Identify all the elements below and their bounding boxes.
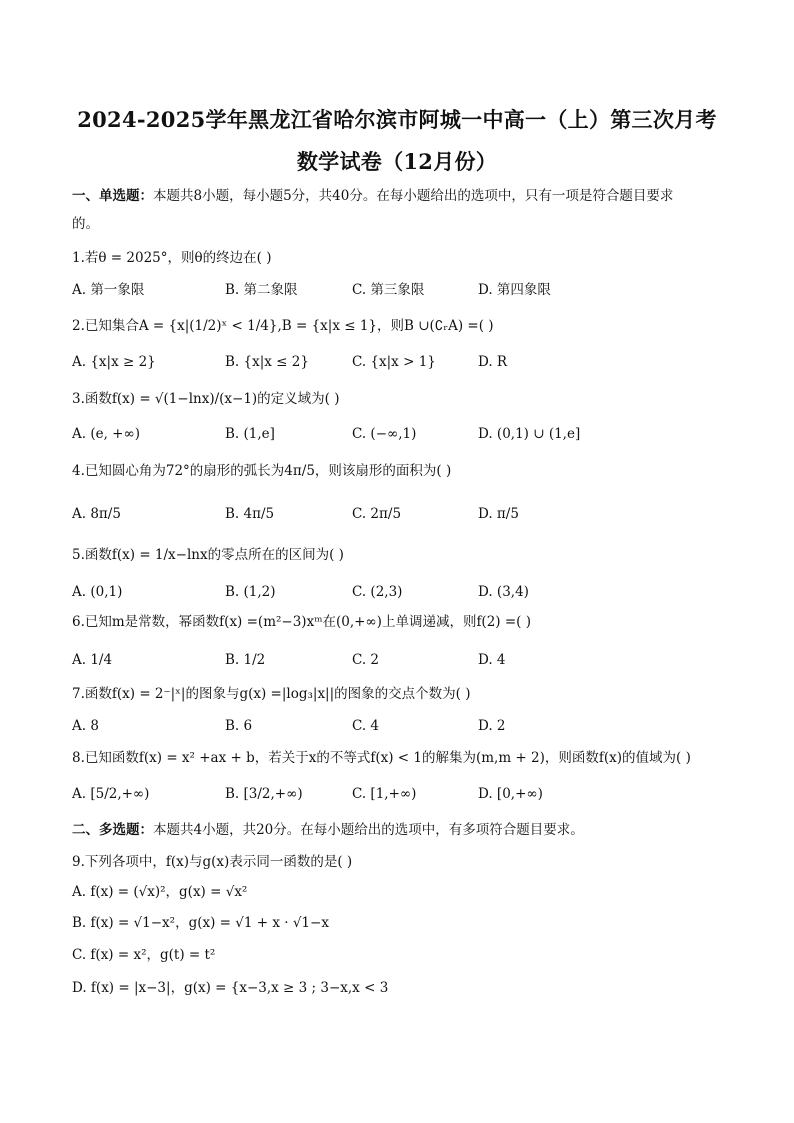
q5-option-d: D. (3,4) <box>478 584 529 600</box>
question-5-stem: 5.函数f(x) = 1/x−lnx的零点所在的区间为( ) <box>72 547 344 563</box>
question-3-options <box>72 424 722 448</box>
q4-option-b: B. 4π/5 <box>225 506 275 522</box>
q4-option-c: C. 2π/5 <box>352 506 402 522</box>
q6-option-b: B. 1/2 <box>225 652 266 668</box>
section2-text: 本题共4小题，共20分。在每小题给出的选项中，有多项符合题目要求。 <box>153 822 584 838</box>
q2-option-d: D. R <box>478 354 508 370</box>
question-6-stem: 6.已知m是常数，幂函数f(x) =(m²−3)xᵐ在(0,+∞)上单调递减，则f(2) =( ) <box>72 614 531 630</box>
q5-option-b: B. (1,2) <box>225 584 276 600</box>
q3-option-d: D. (0,1) ∪ (1,e] <box>478 426 581 442</box>
question-9-stem: 9.下列各项中，f(x)与g(x)表示同一函数的是( ) <box>72 854 353 870</box>
section1-text-b: 的。 <box>72 216 99 232</box>
q9-option-c: C. f(x) = x²，g(t) = t² <box>72 947 216 963</box>
q7-option-b: B. 6 <box>225 718 253 734</box>
question-7-stem: 7.函数f(x) = 2⁻|ˣ|的图象与g(x) =|log₃|x||的图象的交点个数为( ) <box>72 686 471 702</box>
q8-option-c: C. [1,+∞) <box>352 786 417 802</box>
q5-option-c: C. (2,3) <box>352 584 403 600</box>
q2-option-b: B. {x|x ≤ 2} <box>225 354 309 370</box>
question-2-stem: 2.已知集合A = {x|(1/2)ˣ < 1/4},B = {x|x ≤ 1}，则B ∪(∁ᵣA) =( ) <box>72 318 494 334</box>
q3-option-b: B. (1,e] <box>225 426 275 442</box>
q9-option-a: A. f(x) = (√x)²，g(x) = √x² <box>72 884 248 900</box>
question-3-stem: 3.函数f(x) = √(1−lnx)/(x−1)的定义域为( ) <box>72 391 340 407</box>
q1-option-b: B. 第二象限 <box>225 282 298 298</box>
q4-option-a: A. 8π/5 <box>72 506 121 522</box>
q7-option-c: C. 4 <box>352 718 380 734</box>
q9-option-d: D. f(x) = |x−3|，g(x) = {x−3,x ≥ 3 ; 3−x,x < 3 <box>72 980 389 996</box>
question-5-options <box>72 582 722 606</box>
q8-option-b: B. [3/2,+∞) <box>225 786 303 802</box>
section2-heading <box>72 820 722 840</box>
question-1-stem: 1.若θ = 2025°，则θ的终边在( ) <box>72 250 272 266</box>
exam-title-line2: 数学试卷（12月份） <box>296 149 498 174</box>
q2-option-c: C. {x|x > 1} <box>352 354 436 370</box>
q8-option-a: A. [5/2,+∞) <box>72 786 150 802</box>
q6-option-d: D. 4 <box>478 652 506 668</box>
question-8-options <box>72 784 722 808</box>
question-4-stem: 4.已知圆心角为72°的扇形的弧长为4π/5，则该扇形的面积为( ) <box>72 463 452 479</box>
question-1-options <box>72 280 722 304</box>
q7-option-d: D. 2 <box>478 718 506 734</box>
q3-option-a: A. (e, +∞) <box>72 426 140 442</box>
question-7-options <box>72 716 722 740</box>
q9-option-b: B. f(x) = √1−x²，g(x) = √1 + x · √1−x <box>72 915 329 931</box>
q7-option-a: A. 8 <box>72 718 99 734</box>
q1-option-d: D. 第四象限 <box>478 282 551 298</box>
section1-text-a: 本题共8小题，每小题5分，共40分。在每小题给出的选项中，只有一项是符合题目要求 <box>153 188 674 204</box>
q5-option-a: A. (0,1) <box>72 584 123 600</box>
q6-option-c: C. 2 <box>352 652 380 668</box>
question-6-options <box>72 650 722 674</box>
question-4-options <box>72 504 722 528</box>
section1-heading <box>72 186 722 206</box>
section1-head: 一、单选题： <box>72 188 153 204</box>
q6-option-a: A. 1/4 <box>72 652 113 668</box>
q8-option-d: D. [0,+∞) <box>478 786 543 802</box>
section2-head: 二、多选题： <box>72 822 153 838</box>
q1-option-a: A. 第一象限 <box>72 282 145 298</box>
q2-option-a: A. {x|x ≥ 2} <box>72 354 156 370</box>
q4-option-d: D. π/5 <box>478 506 519 522</box>
q3-option-c: C. (−∞,1) <box>352 426 417 442</box>
q1-option-c: C. 第三象限 <box>352 282 425 298</box>
question-8-stem: 8.已知函数f(x) = x² +ax + b，若关于x的不等式f(x) < 1的解集为(m,m + 2)，则函数f(x)的值域为( ) <box>72 750 691 766</box>
question-2-options <box>72 352 722 376</box>
exam-title-line1: 2024-2025学年黑龙江省哈尔滨市阿城一中高一（上）第三次月考 <box>77 107 717 132</box>
